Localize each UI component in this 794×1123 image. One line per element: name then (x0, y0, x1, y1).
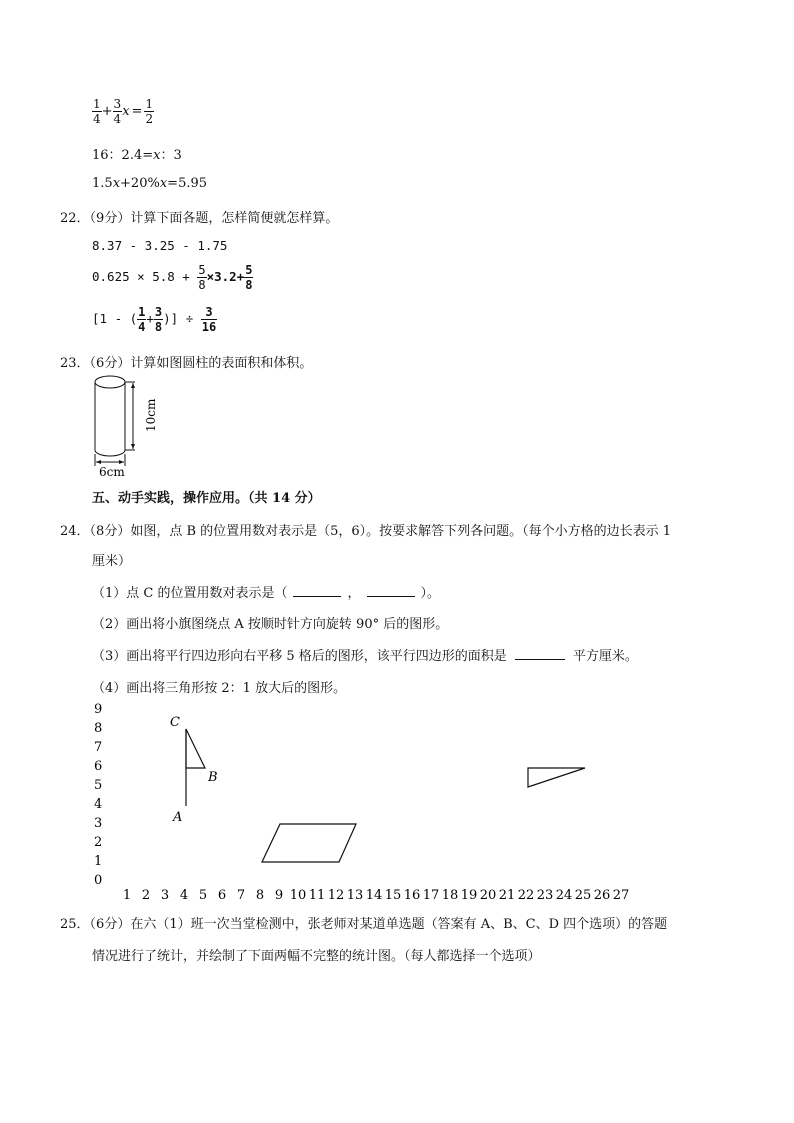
subquestion-text: 平方厘米。 (572, 649, 638, 664)
x-axis-label: 9 (274, 888, 284, 903)
x-axis-label: 21 (498, 888, 516, 903)
numerator: 5 (198, 263, 206, 277)
equation-3 (92, 176, 207, 191)
answer-blank[interactable] (293, 584, 341, 597)
equation-1 (92, 98, 154, 125)
numerator: 3 (201, 306, 217, 320)
fraction (197, 264, 206, 291)
x-axis-label: 23 (536, 888, 554, 903)
question-25-line2: 情况进行了统计，并绘制了下面两幅不完整的统计图。（每人都选择一个选项） (92, 949, 541, 964)
y-axis-label: 8 (94, 721, 103, 736)
question-23-title: 23．（6分）计算如图圆柱的表面积和体积。 (60, 356, 313, 371)
subquestion-text: ）。 (420, 586, 441, 601)
x-axis-label: 16 (403, 888, 421, 903)
fraction (113, 98, 123, 125)
subquestion-text: （3）画出将平行四边形向右平移 5 格后的图形，该平行四边形的面积是 (92, 649, 507, 664)
denominator: 4 (138, 320, 146, 334)
x-axis-label: 2 (141, 888, 151, 903)
x-axis-label: 14 (365, 888, 383, 903)
x-axis-label: 27 (612, 888, 630, 903)
coordinate-grid-figure (85, 700, 645, 910)
x-axis-label: 25 (574, 888, 592, 903)
x-axis-label: 11 (308, 888, 326, 903)
y-axis-label: 3 (94, 816, 103, 831)
variable-x: x (122, 104, 130, 119)
x-axis-label: 26 (593, 888, 611, 903)
y-axis-label: 0 (94, 873, 103, 888)
numerator: 1 (145, 97, 154, 111)
x-axis-label: 5 (198, 888, 208, 903)
equation-text: ：3 (160, 148, 182, 163)
x-axis-label: 17 (422, 888, 440, 903)
numerator: 3 (154, 305, 163, 319)
diameter-label: 6cm (99, 465, 125, 479)
y-axis-label: 9 (94, 702, 103, 717)
y-axis-label: 6 (94, 759, 103, 774)
y-axis-label: 5 (94, 778, 103, 793)
x-axis-label: 3 (160, 888, 170, 903)
y-axis-label: 1 (94, 854, 103, 869)
point-label-b: B (208, 770, 218, 785)
numerator: 1 (138, 305, 146, 319)
question-22-title: 22．（9分）计算下面各题，怎样简便就怎样算。 (60, 211, 339, 226)
x-axis-label: 10 (289, 888, 307, 903)
expression-text: ×3.2+ (206, 269, 245, 284)
answer-blank[interactable] (515, 647, 565, 660)
numerator: 3 (113, 97, 122, 111)
fraction (244, 264, 253, 291)
plus-sign: + (101, 104, 113, 119)
equation-text: +20% (120, 176, 160, 191)
q24-subquestion-3 (92, 645, 638, 664)
fraction (92, 98, 102, 125)
arrow-head (96, 460, 101, 464)
numerator: 5 (245, 263, 253, 277)
subquestion-text: （1）点 C 的位置用数对表示是（ (92, 586, 288, 601)
q24-subquestion-1 (92, 582, 440, 601)
variable-x: x (159, 176, 168, 191)
variable-x: x (112, 176, 121, 191)
flag-triangle (186, 729, 205, 768)
plus-sign: + (146, 311, 154, 326)
x-axis-label: 12 (327, 888, 345, 903)
denominator: 4 (113, 112, 122, 126)
equation-text: 1.5 (92, 176, 113, 191)
cylinder-top-ellipse (95, 376, 125, 388)
point-label-a: A (173, 810, 183, 825)
x-axis-label: 4 (179, 888, 189, 903)
denominator: 8 (245, 278, 253, 292)
denominator: 2 (145, 112, 154, 126)
fraction (137, 306, 146, 333)
arrow-head (131, 383, 135, 388)
fraction (201, 306, 217, 333)
question-24-title-line1: 24．（8分）如图，点 B 的位置用数对表示是（5，6）。按要求解答下列各问题。（每个小方格的边长表示 1 (60, 524, 672, 539)
denominator: 16 (201, 320, 217, 334)
arrow-head (119, 460, 124, 464)
expression-text: 0.625 × 5.8 + (92, 269, 190, 284)
q24-subquestion-2: （2）画出将小旗图绕点 A 按顺时针方向旋转 90° 后的图形。 (92, 617, 449, 632)
variable-x: x (153, 148, 161, 163)
q22-expression-2 (92, 264, 253, 291)
equation-2 (92, 144, 182, 163)
triangle (528, 768, 585, 787)
denominator: 8 (198, 278, 206, 292)
cylinder-bottom-arc (95, 450, 125, 456)
x-axis-label: 6 (217, 888, 227, 903)
x-axis-label: 1 (122, 888, 132, 903)
x-axis-label: 18 (441, 888, 459, 903)
subquestion-text: ， (347, 586, 361, 601)
x-axis-label: 20 (479, 888, 497, 903)
x-axis-label: 8 (255, 888, 265, 903)
y-axis-labels (94, 702, 102, 888)
q24-subquestion-4: （4）画出将三角形按 2：1 放大后的图形。 (92, 681, 347, 696)
equation-text: 16：2.4= (92, 148, 154, 163)
y-axis-label: 4 (94, 797, 103, 812)
equals-sign: = (131, 104, 143, 119)
x-axis-label: 13 (346, 888, 364, 903)
x-axis-label: 22 (517, 888, 535, 903)
cylinder-figure (85, 370, 165, 480)
q22-expression-3 (92, 306, 217, 333)
question-24-title-line2: 厘米） (92, 554, 132, 569)
section-5-title: 五、动手实践，操作应用。（共 14 分） (92, 491, 321, 506)
fraction (144, 98, 154, 125)
fraction (154, 306, 163, 333)
q22-expression-1: 8.37 - 3.25 - 1.75 (92, 238, 228, 253)
question-25-line1: 25．（6分）在六（1）班一次当堂检测中，张老师对某道单选题（答案有 A、B、C、D 四个选项）的答题 (60, 917, 668, 932)
x-axis-label: 15 (384, 888, 402, 903)
equation-text: =5.95 (167, 176, 208, 191)
point-label-c: C (170, 715, 180, 730)
numerator: 1 (93, 97, 101, 111)
height-label: 10cm (144, 398, 158, 432)
x-axis-label: 7 (236, 888, 246, 903)
y-axis-label: 2 (94, 835, 103, 850)
answer-blank[interactable] (367, 584, 415, 597)
denominator: 4 (93, 112, 101, 126)
y-axis-label: 7 (94, 740, 103, 755)
denominator: 8 (154, 320, 163, 334)
expression-text: )] ÷ (163, 311, 194, 326)
expression-text: [1 - ( (92, 311, 138, 326)
x-axis-label: 24 (555, 888, 573, 903)
x-axis-label: 19 (460, 888, 478, 903)
arrow-head (131, 444, 135, 449)
parallelogram (262, 824, 356, 862)
x-axis-labels (123, 888, 629, 903)
